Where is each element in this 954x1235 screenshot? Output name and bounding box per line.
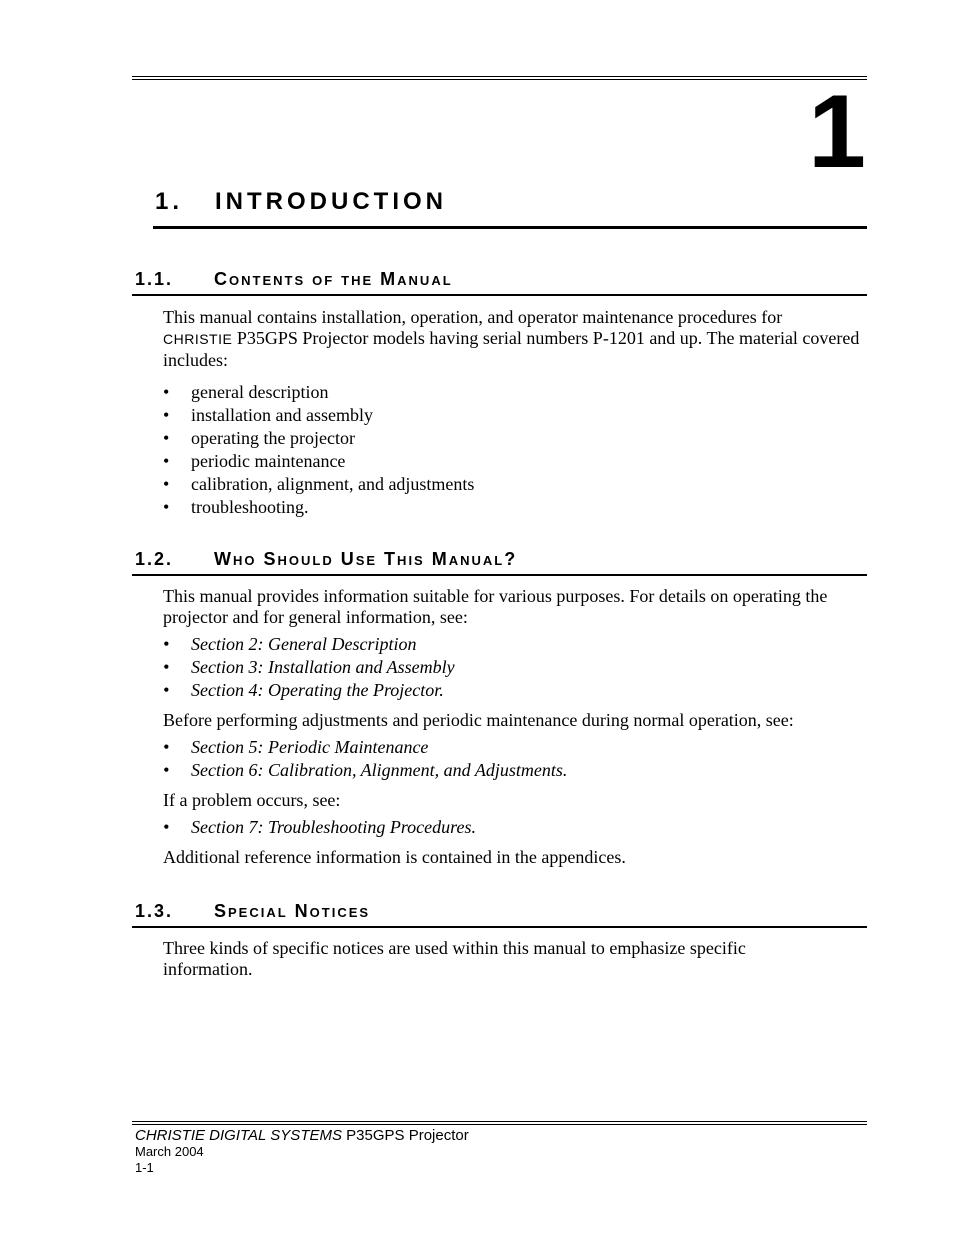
- section-title: Who Should Use This Manual?: [214, 549, 518, 569]
- operating-sections-list: [163, 633, 867, 702]
- section-number: 1.2.: [135, 549, 174, 569]
- section-rule: [132, 294, 867, 296]
- troubleshooting-sections-list: [163, 816, 867, 839]
- list-item: • installation and assembly: [163, 404, 867, 427]
- section-heading: [132, 268, 867, 290]
- intro-text-end: P35GPS Projector models having serial numbers P-1201 and up. The material covered includes:: [163, 328, 860, 370]
- intro-text-start: This manual contains installation, operation, and operator maintenance procedures for: [163, 307, 783, 327]
- footer-product: P35GPS Projector: [346, 1127, 469, 1144]
- list-item: • general description: [163, 381, 867, 404]
- footer-page-number: 1-1: [135, 1160, 154, 1175]
- list-item: • Section 6: Calibration, Alignment, and Adjustments.: [163, 759, 867, 782]
- list-item: • periodic maintenance: [163, 450, 867, 473]
- section-number: 1.1.: [135, 269, 174, 289]
- chapter-title: [155, 190, 447, 214]
- section-body: [132, 307, 867, 519]
- chapter-number: 1: [808, 74, 866, 190]
- list-item: • Section 3: Installation and Assembly: [163, 656, 867, 679]
- section-heading: [132, 548, 867, 570]
- section-contents-of-manual: [132, 268, 867, 519]
- footer-product-line: [135, 1127, 469, 1144]
- contents-list: [163, 381, 867, 519]
- chapter-rule: [153, 226, 867, 229]
- list-item: • Section 4: Operating the Projector.: [163, 679, 867, 702]
- section-rule: [132, 574, 867, 576]
- purpose-paragraph: This manual provides information suitable for various purposes. For details on operating the projector and for general information, see:: [163, 586, 828, 627]
- section-number: 1.3.: [135, 901, 174, 921]
- page-footer: [135, 1127, 469, 1176]
- chapter-title-text: INTRODUCTION: [215, 188, 447, 215]
- section-body: [132, 938, 867, 980]
- footer-date: March 2004: [135, 1144, 204, 1159]
- section-special-notices: [132, 900, 867, 980]
- list-item: • Section 5: Periodic Maintenance: [163, 736, 867, 759]
- section-title: Special Notices: [214, 901, 371, 921]
- footer-rule: [132, 1121, 867, 1125]
- section-who-should-use: [132, 548, 867, 868]
- maintenance-paragraph: Before performing adjustments and periodic maintenance during normal operation, see:: [163, 710, 794, 730]
- list-item: • calibration, alignment, and adjustments: [163, 473, 867, 496]
- section-body: [132, 586, 867, 868]
- list-item: • Section 2: General Description: [163, 633, 867, 656]
- list-item: • operating the projector: [163, 427, 867, 450]
- problem-paragraph: If a problem occurs, see:: [163, 790, 341, 810]
- appendices-paragraph: Additional reference information is contained in the appendices.: [163, 847, 626, 867]
- section-rule: [132, 926, 867, 928]
- maintenance-sections-list: [163, 736, 867, 782]
- footer-company: CHRISTIE DIGITAL SYSTEMS: [135, 1127, 342, 1144]
- section-heading: [132, 900, 867, 922]
- intro-paragraph: [163, 307, 867, 371]
- list-item: • Section 7: Troubleshooting Procedures.: [163, 816, 867, 839]
- top-rule: [132, 76, 867, 80]
- list-item: • troubleshooting.: [163, 496, 867, 519]
- christie-logo-text: CHRISTIE: [163, 331, 233, 347]
- notices-paragraph: Three kinds of specific notices are used within this manual to emphasize specific information.: [163, 938, 746, 979]
- chapter-title-number: 1.: [155, 188, 184, 215]
- section-title: Contents of the Manual: [214, 269, 453, 289]
